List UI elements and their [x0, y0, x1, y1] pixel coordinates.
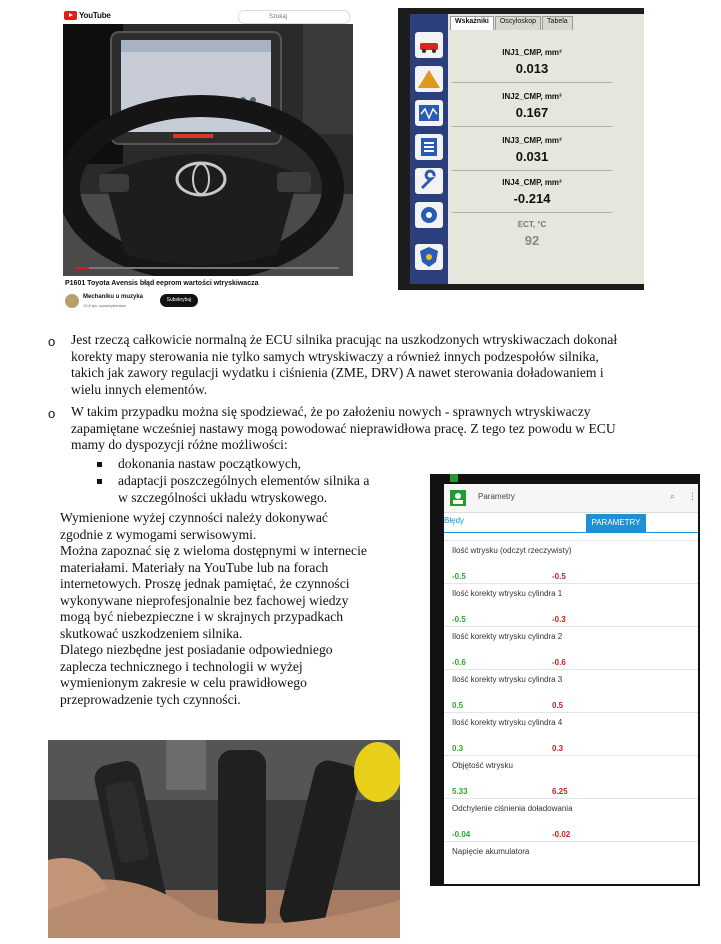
parameter-name: Ilość korekty wtrysku cylindra 4: [452, 718, 563, 727]
text-line: Jest rzeczą całkowicie normalną że ECU silnika pracując na uszkodzonych wtryskiwaczach dokonał: [71, 332, 618, 347]
video-progress-bar[interactable]: [75, 267, 339, 269]
parameter-name: Ilość korekty wtrysku cylindra 1: [452, 589, 563, 598]
reading-inj2: [452, 88, 612, 127]
parameter-value-reference: -0.6: [552, 658, 566, 667]
youtube-logo-text: YouTube: [79, 10, 111, 20]
video-frame-dashboard: [63, 24, 353, 276]
paragraph-1: [71, 332, 711, 398]
text-line: wykonywane nieprofesjonalnie bez fachowej wiedzy: [60, 592, 349, 608]
bullet-circle-icon: o: [48, 334, 56, 349]
sub-item-2: [118, 473, 418, 506]
parameter-separator: [444, 669, 698, 670]
subscribe-button[interactable]: Subskrybuj: [160, 294, 198, 307]
parameter-value-reference: 0.5: [552, 701, 564, 710]
text-line: zapamiętane wcześniej nastawy mogą powodować nieprawidłowa pracę. Z tego tez powodu w ECU: [71, 420, 616, 436]
text-line: Można zapoznać się z wieloma dostępnymi w internecie: [60, 543, 367, 558]
text-line: Dlatego niezbędne jest posiadanie odpowiedniego: [60, 642, 333, 657]
reading-ect: [452, 216, 612, 254]
parameters-tablet-photo: [430, 474, 700, 886]
checklist-icon[interactable]: [415, 134, 443, 160]
reading-value: 92: [524, 233, 540, 248]
parameter-value-current: -0.5: [452, 572, 466, 581]
sub-item-1: dokonania nastaw początkowych,: [118, 456, 302, 471]
parameter-separator: [444, 626, 698, 627]
text-line: zaplecza technicznego i technologii w wyżej: [60, 658, 303, 674]
parameter-value-reference: -0.02: [552, 830, 571, 839]
parameter-name: Ilość korekty wtrysku cylindra 2: [452, 632, 563, 641]
parameters-header: [444, 484, 698, 513]
search-input[interactable]: Szukaj: [238, 10, 350, 24]
parameter-value-current: -0.6: [452, 658, 466, 667]
parameter-name: Objętość wtrysku: [452, 761, 513, 770]
text-line: mogą być niebezpieczne i w skrajnych przypadkach: [60, 609, 344, 624]
text-line: adaptacji poszczególnych elementów silnika a: [118, 473, 370, 488]
search-icon[interactable]: ⌕: [670, 492, 676, 502]
parameter-separator: [444, 755, 698, 756]
parameter-value-reference: 6.25: [552, 787, 568, 796]
reading-value: 0.013: [515, 61, 549, 76]
text-line: internetowych. Proszę jednak pamiętać, że czynności: [60, 576, 350, 591]
reading-label: INJ4_CMP, mm³: [502, 178, 562, 187]
parameter-name: Ilość wtrysku (odczyt rzeczywisty): [452, 546, 572, 555]
parameter-separator: [444, 798, 698, 799]
text-line: zgodnie z wymogami serwisowymi.: [60, 526, 257, 542]
paragraph-2: [71, 404, 716, 454]
status-indicator: [450, 474, 458, 482]
parameter-separator: [444, 583, 698, 584]
channel-subscribers: 13,6 tys. subskrybentów: [83, 303, 126, 308]
parameter-value-current: 0.3: [452, 744, 464, 753]
text-line: w szczególności układu wtryskowego.: [118, 489, 328, 505]
parameter-value-current: -0.04: [452, 830, 471, 839]
text-line: korekty mapy sterowania nie tylko samych wtryskiwaczy a również innych podzespołów silnika,: [71, 348, 599, 364]
youtube-play-icon: [64, 11, 77, 20]
reading-inj4: [452, 174, 612, 213]
parameter-value-reference: -0.5: [552, 572, 566, 581]
parameter-value-current: 5.33: [452, 787, 468, 796]
tab-wskazniki[interactable]: Wskaźniki: [450, 16, 494, 30]
parameter-separator: [444, 841, 698, 842]
reading-inj3: [452, 132, 612, 171]
injectors-image: [48, 740, 400, 938]
text-line: Wymienione wyżej czynności należy dokonywać: [60, 510, 328, 525]
parameter-name: Odchylenie ciśnienia doładowania: [452, 804, 573, 813]
home-icon[interactable]: [450, 490, 466, 506]
channel-name[interactable]: Mechaniku u muzyka: [83, 294, 144, 300]
text-line: mamy do dyspozycji różne możliwości:: [71, 437, 288, 452]
youtube-logo[interactable]: [64, 11, 111, 20]
tab-tabela[interactable]: Tabela: [542, 16, 573, 30]
parameter-value-current: -0.5: [452, 615, 466, 624]
reading-label: ECT, °C: [517, 220, 547, 229]
diagnostic-tabs: [450, 16, 574, 30]
reading-label: INJ2_CMP, mm³: [502, 92, 562, 101]
shield-icon[interactable]: [415, 244, 443, 270]
parameter-separator: [444, 540, 698, 541]
parameter-separator: [444, 712, 698, 713]
warning-icon[interactable]: [415, 66, 443, 92]
reading-value: 0.167: [515, 105, 549, 120]
parameter-value-current: 0.5: [452, 701, 464, 710]
text-line: przeprowadzenie tych czynności.: [60, 691, 241, 707]
reading-value: 0.031: [515, 149, 549, 164]
reading-value: -0.214: [513, 191, 551, 206]
bullet-circle-icon: o: [48, 406, 56, 421]
video-progress-fill: [75, 267, 89, 269]
tab-oscyloskop[interactable]: Oscyloskop: [495, 16, 541, 30]
wrench-icon[interactable]: [415, 168, 443, 194]
video-title[interactable]: P1601 Toyota Avensis błąd eeprom wartości wtryskiwacza: [65, 280, 259, 287]
parameter-value-reference: -0.3: [552, 615, 566, 624]
video-player[interactable]: [63, 24, 353, 276]
parameter-name: Ilość korekty wtrysku cylindra 3: [452, 675, 563, 684]
reading-inj1: [452, 44, 612, 83]
injectors-photo: [48, 740, 400, 938]
text-line: takich jak zawory regulacji wydatku i ciśnienia (ZME, DRV) A nawet sterowania doładowaniem i: [71, 365, 604, 380]
text-line: wielu innych elementów.: [71, 381, 208, 397]
text-line: W takim przypadku można się spodziewać, że po założeniu nowych - sprawnych wtryskiwaczy: [71, 404, 591, 419]
parameters-screen: [444, 484, 698, 884]
car-icon[interactable]: [415, 32, 443, 58]
diagnostic-sidebar: [410, 14, 448, 284]
youtube-screenshot: [60, 4, 355, 316]
channel-avatar[interactable]: [65, 294, 79, 308]
parameter-name: Napięcie akumulatora: [452, 847, 530, 856]
header-title: Parametry: [478, 492, 515, 501]
diagnostic-screen: [410, 14, 644, 284]
youtube-topbar: [60, 4, 355, 26]
text-line: wymienionym zakresie w celu prawidłowego: [60, 675, 307, 690]
body-text: [60, 510, 428, 708]
parameter-value-reference: 0.3: [552, 744, 564, 753]
tab-parameters[interactable]: PARAMETRY: [586, 514, 646, 532]
bullet-square-icon: [97, 479, 102, 484]
tab-underline: [444, 532, 698, 533]
tab-errors[interactable]: Błędy: [444, 516, 465, 525]
bullet-square-icon: [97, 462, 102, 467]
reading-label: INJ3_CMP, mm³: [502, 136, 562, 145]
diagnostic-screen-photo: [398, 8, 644, 290]
reading-label: INJ1_CMP, mm³: [502, 48, 562, 57]
settings-icon[interactable]: [415, 202, 443, 228]
text-line: materiałami. Materiały na YouTube lub na forach: [60, 559, 329, 575]
oscilloscope-icon[interactable]: [415, 100, 443, 126]
more-icon[interactable]: ⋮: [688, 492, 697, 502]
text-line: skutkować uszkodzeniem silnika.: [60, 625, 243, 641]
